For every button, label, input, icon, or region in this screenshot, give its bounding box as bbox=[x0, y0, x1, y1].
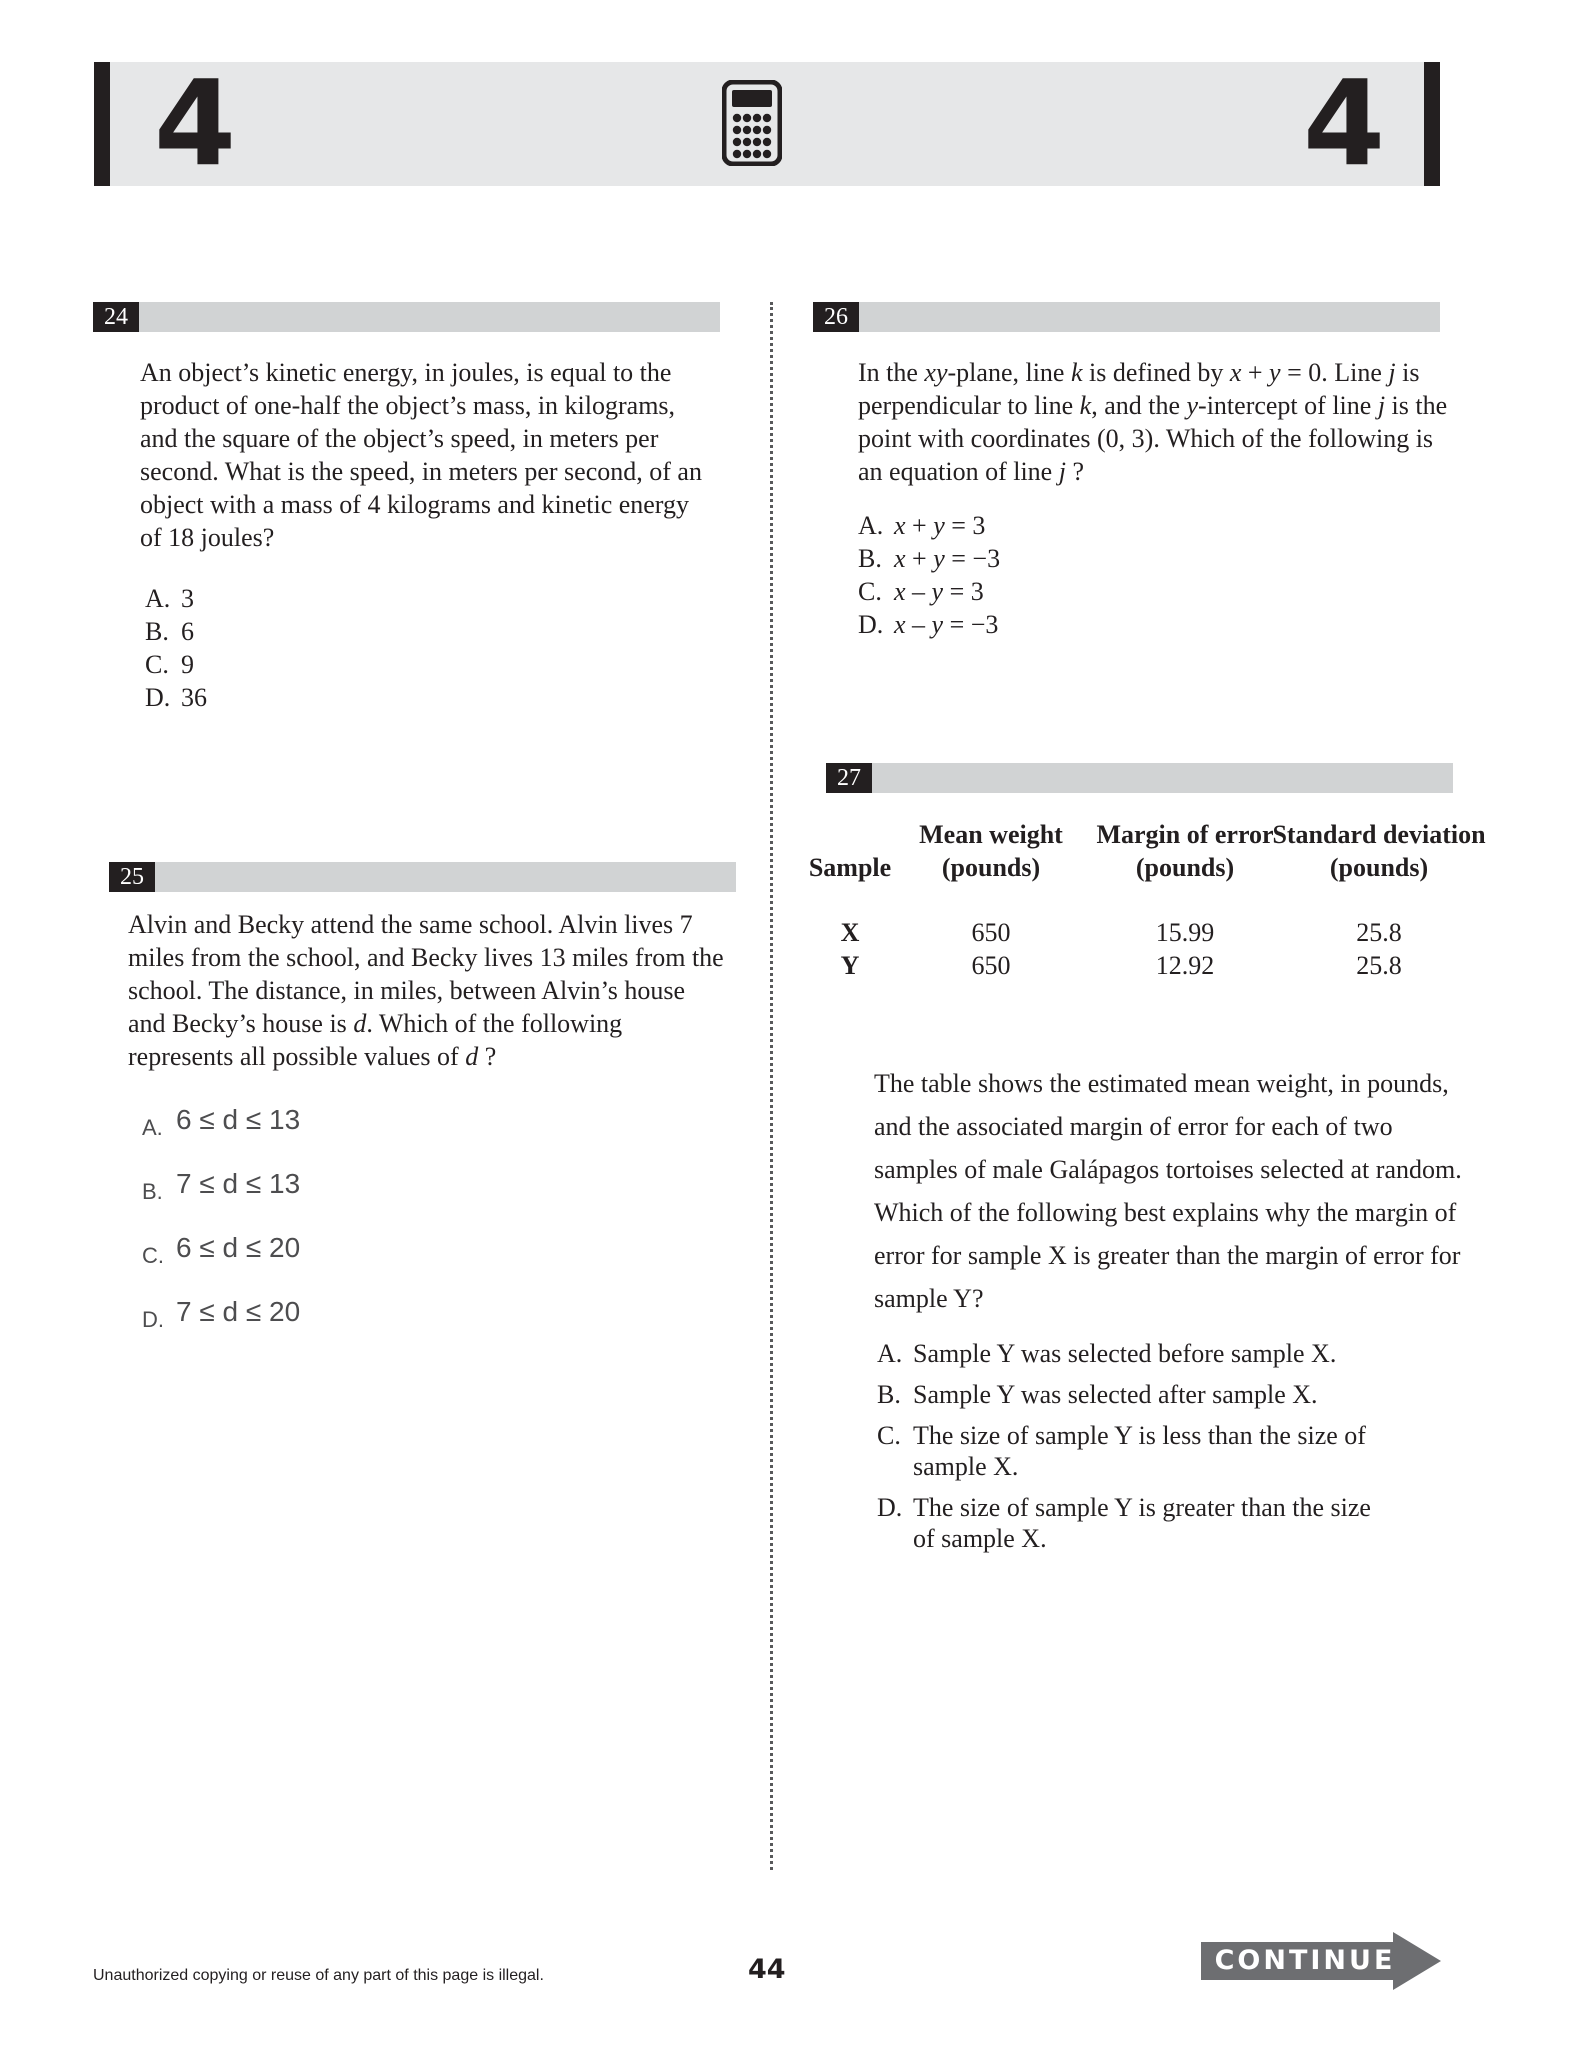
question-25-text: Alvin and Becky attend the same school. Alvin lives 7 miles from the school, and Becky lives 13 miles from the school. The distance, in miles, between Alvin’s house and Becky’s house is d. Which of the following represents all possible values of d ? bbox=[128, 910, 724, 1071]
table-cell-sd: 25.8 bbox=[1356, 951, 1402, 980]
question-24-option-b[interactable]: B. 6 bbox=[145, 617, 194, 646]
table-header-sample: Sample bbox=[808, 853, 892, 882]
question-27-option-b[interactable]: B. Sample Y was selected after sample X. bbox=[877, 1380, 1318, 1409]
question-24-options bbox=[145, 582, 207, 714]
table-cell-mean: 650 bbox=[971, 918, 1011, 947]
table-cell-moe: 12.92 bbox=[1155, 951, 1215, 980]
question-26-header bbox=[813, 302, 1440, 332]
question-27-option-a[interactable]: A. Sample Y was selected before sample X. bbox=[877, 1339, 1337, 1368]
question-25-header bbox=[109, 862, 736, 892]
table-cell-sample: Y bbox=[840, 951, 860, 980]
question-25-number: 25 bbox=[109, 862, 155, 892]
table-header-moe-line1: Margin of error bbox=[1096, 820, 1274, 849]
question-24-option-a[interactable]: A. 3 bbox=[145, 584, 194, 613]
question-27-text: The table shows the estimated mean weight, in pounds, and the associated margin of error for each of two samples of male Galápagos tortoises selected at random. Which of the following best explains why the margin of error for sample X is greater than the margin of error for sample Y? bbox=[874, 1069, 1462, 1313]
question-25-option-c[interactable]: C. 6 ≤ d ≤ 20 bbox=[142, 1232, 301, 1268]
question-26-option-a[interactable]: A. x + y = 3 bbox=[858, 511, 986, 540]
table-header-moe-line2: (pounds) bbox=[1135, 853, 1235, 882]
question-26-number: 26 bbox=[813, 302, 859, 332]
continue-label: CONTINUE bbox=[1214, 1945, 1396, 1976]
table-cell-sd: 25.8 bbox=[1356, 918, 1402, 947]
question-27-number: 27 bbox=[826, 763, 872, 793]
question-27-header bbox=[826, 763, 1453, 793]
header-left-bar bbox=[94, 62, 110, 186]
question-24-option-d[interactable]: D. 36 bbox=[145, 683, 207, 712]
question-27-option-c[interactable]: C. The size of sample Y is less than the size of sample X. bbox=[877, 1421, 1366, 1481]
question-25-option-b[interactable]: B. 7 ≤ d ≤ 13 bbox=[142, 1168, 301, 1204]
question-24-number: 24 bbox=[93, 302, 139, 332]
question-24-text: An object’s kinetic energy, in joules, is equal to the product of one-half the object’s mass, in kilograms, and the square of the object’s speed, in meters per second. What is the speed, in meters per second, of an object with a mass of 4 kilograms and kinetic energy of 18 joules? bbox=[140, 358, 702, 552]
column-divider bbox=[770, 302, 773, 1870]
question-26-option-c[interactable]: C. x – y = 3 bbox=[858, 577, 984, 606]
question-26-option-b[interactable]: B. x + y = −3 bbox=[858, 544, 1001, 573]
question-25-option-d[interactable]: D. 7 ≤ d ≤ 20 bbox=[142, 1296, 301, 1332]
table-header-mean-line2: (pounds) bbox=[941, 853, 1041, 882]
table-cell-sample: X bbox=[840, 918, 860, 947]
table-cell-mean: 650 bbox=[971, 951, 1011, 980]
section-number-right: 4 bbox=[1303, 54, 1386, 192]
question-27-options bbox=[877, 1338, 1477, 1554]
table-header-mean-line1: Mean weight bbox=[919, 820, 1063, 849]
question-26-option-d[interactable]: D. x – y = −3 bbox=[858, 610, 999, 639]
continue-button[interactable] bbox=[1201, 1932, 1441, 1990]
question-24-option-c[interactable]: C. 9 bbox=[145, 650, 194, 679]
question-24-header bbox=[93, 302, 720, 332]
table-header-sd-line2: (pounds) bbox=[1329, 853, 1429, 882]
table-header-sd-line1: Standard deviation bbox=[1272, 820, 1486, 849]
page-number: 44 bbox=[748, 1954, 786, 1985]
header-right-bar bbox=[1424, 62, 1440, 186]
table-cell-moe: 15.99 bbox=[1155, 918, 1215, 947]
question-25-option-a[interactable]: A. 6 ≤ d ≤ 13 bbox=[142, 1104, 301, 1140]
question-26-text: In the xy-plane, line k is defined by x + y = 0. Line j is perpendicular to line k, and the y-intercept of line j is the point with coordinates (0, 3). Which of the following is an equation of line j ? bbox=[858, 358, 1448, 486]
copyright-notice: Unauthorized copying or reuse of any part of this page is illegal. bbox=[93, 1967, 544, 1984]
question-26-options bbox=[858, 509, 1000, 641]
section-number-left: 4 bbox=[154, 54, 237, 192]
calculator-icon bbox=[722, 80, 782, 166]
question-27-option-d[interactable]: D. The size of sample Y is greater than the size of sample X. bbox=[877, 1493, 1371, 1553]
question-27-table bbox=[805, 818, 1486, 988]
